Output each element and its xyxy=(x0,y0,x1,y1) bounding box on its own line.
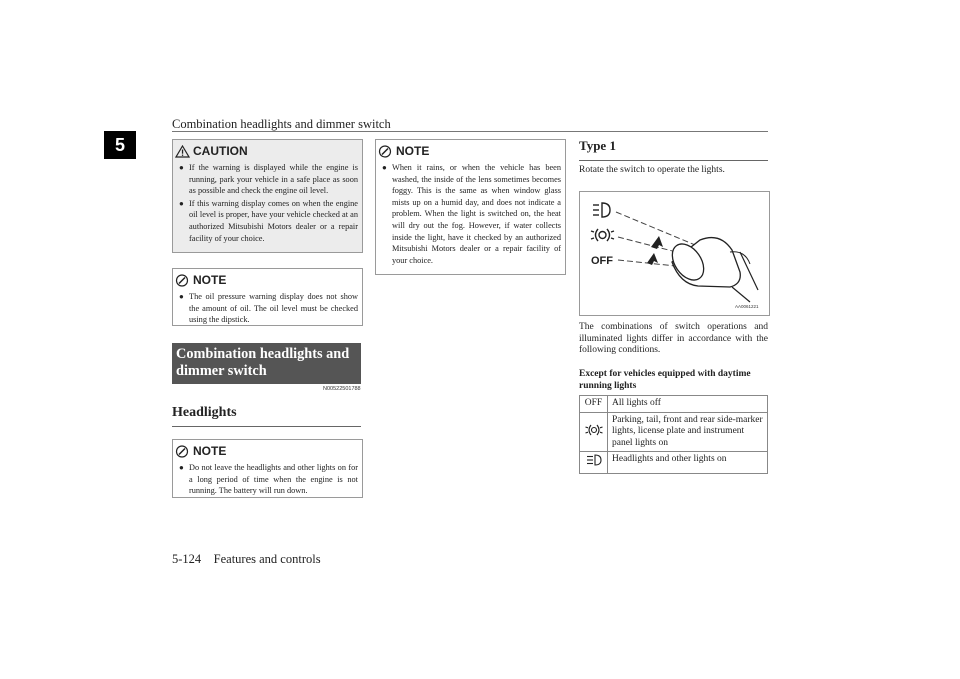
page-footer: 5-124 Features and controls xyxy=(172,552,321,566)
caution-header xyxy=(173,140,362,162)
table-cell-description: Headlights and other lights on xyxy=(608,452,768,474)
off-label: OFF xyxy=(591,255,613,267)
section-title: Combination headlights and dimmer switch xyxy=(172,343,361,384)
caution-title: CAUTION xyxy=(193,144,248,158)
warning-triangle-icon xyxy=(175,145,190,158)
subheading-headlights: Headlights xyxy=(172,405,361,427)
note-box-fog xyxy=(375,139,566,275)
note-box-battery xyxy=(172,439,363,498)
note-title: NOTE xyxy=(396,144,430,158)
section-code: N00522501788 xyxy=(323,386,361,392)
headlight-icon xyxy=(585,454,603,466)
note-pencil-icon xyxy=(378,145,393,158)
table-row xyxy=(580,396,768,413)
arrow-icon xyxy=(647,253,658,265)
bullet-icon: ● xyxy=(179,463,184,472)
arrow-icon xyxy=(651,236,663,249)
bullet-icon: ● xyxy=(179,198,184,208)
parking-light-icon xyxy=(585,424,603,436)
table-row xyxy=(580,412,768,452)
table-cell-description: Parking, tail, front and rear side-marker lights, license plate and instrument panel lights on xyxy=(608,412,768,452)
note-title: NOTE xyxy=(193,444,227,458)
list-item: ● The oil pressure warning display does not show the amount of oil. The oil level must be checked using the dipstick. xyxy=(179,292,358,325)
table-cell-description: All lights off xyxy=(608,396,768,413)
page-header-title: Combination headlights and dimmer switch xyxy=(172,117,391,131)
type-heading: Type 1 xyxy=(579,138,768,161)
bullet-icon: ● xyxy=(382,163,387,172)
list-item: ● Do not leave the headlights and other lights on for a long period of time when the engine is not running. The battery will run down. xyxy=(179,463,358,496)
intro-text: Rotate the switch to operate the lights. xyxy=(579,165,725,175)
note-header xyxy=(376,140,565,162)
body-paragraph: The combinations of switch operations and illuminated lights differ in accordance with the following conditions. xyxy=(579,322,768,355)
list-item: ● If this warning display comes on when the engine oil level is proper, have your vehicle checked at an authorized Mitsubishi Motors dealer or a repair facility of your choice. xyxy=(179,198,358,243)
switch-illustration xyxy=(579,191,770,316)
note-box-oil xyxy=(172,268,363,326)
bullet-icon: ● xyxy=(179,163,184,172)
note-header xyxy=(173,440,362,462)
note-pencil-icon xyxy=(175,445,190,458)
table-cell-position xyxy=(580,452,608,474)
list-item: ● If the warning is displayed while the engine is running, park your vehicle in a safe place as soon as possible and check the engine oil level. xyxy=(179,163,358,196)
header-rule xyxy=(172,131,768,132)
bullet-icon: ● xyxy=(179,292,184,301)
table-cell-position: OFF xyxy=(580,396,608,413)
headlight-icon xyxy=(593,203,610,217)
parking-light-icon xyxy=(591,229,614,241)
note-pencil-icon xyxy=(175,274,190,287)
condition-heading: Except for vehicles equipped with daytime running lights xyxy=(579,369,751,391)
chapter-tab: 5 xyxy=(104,131,136,159)
note-title: NOTE xyxy=(193,273,227,287)
light-switch-drawing xyxy=(580,192,769,315)
figure-code: AA0061221 xyxy=(735,304,759,309)
list-item: ● When it rains, or when the vehicle has been washed, the inside of the lens sometimes becomes foggy. This is the same as when window glass mists up on a humid day, and does not indicate a problem. When the light is switched on, the heat will dry out the fog. However, if water collects inside the light, have it checked by an authorized Mitsubishi Motors dealer or a repair facility of your choice. xyxy=(382,163,561,265)
table-cell-position xyxy=(580,412,608,452)
table-row xyxy=(580,452,768,474)
light-position-table xyxy=(579,395,768,474)
caution-box xyxy=(172,139,363,253)
note-header xyxy=(173,269,362,291)
